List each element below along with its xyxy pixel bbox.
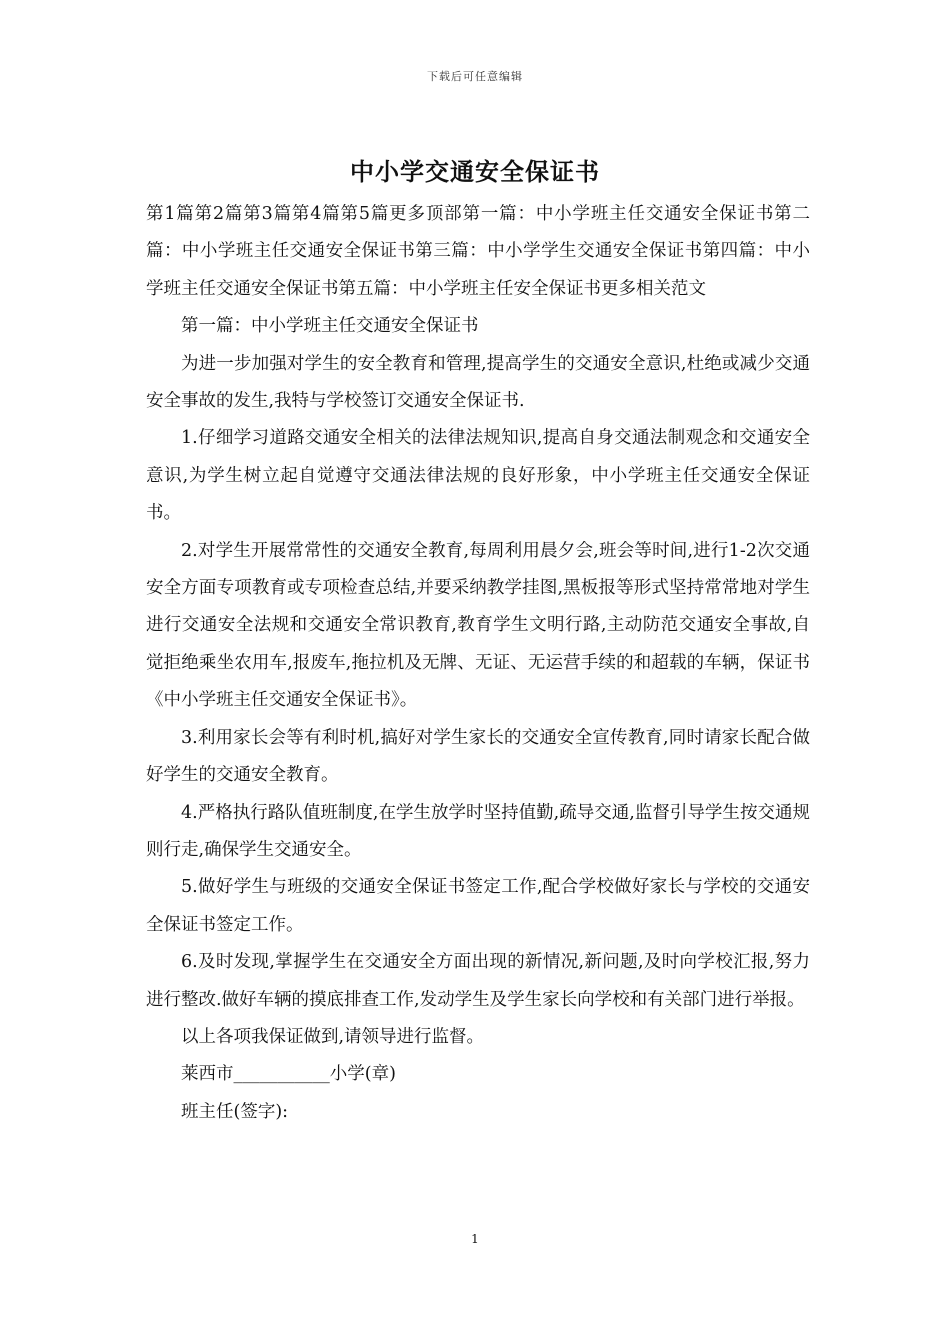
list-item: 4.严格执行路队值班制度,在学生放学时坚持值勤,疏导交通,监督引导学生按交通规则行走,确保学生交通安全。: [146, 802, 810, 860]
section-heading: 第一篇：中小学班主任交通安全保证书: [181, 316, 479, 337]
list-item: 3.利用家长会等有利时机,搞好对学生家长的交通安全宣传教育,同时请家长配合做好学生的交通安全教育。: [146, 727, 810, 786]
page-title: 中小学交通安全保证书: [350, 157, 600, 186]
header-note: 下载后可任意编辑: [427, 70, 523, 83]
document-body: [146, 196, 810, 1131]
table-of-contents: 第1篇第2篇第3篇第4篇第5篇更多顶部第一篇：中小学班主任交通安全保证书第二篇：中小学班主任交通安全保证书第三篇：中小学学生交通安全保证书第四篇：中小学班主任交通安全保证书第五篇：中小学班主任安全保证书更多相关范文: [146, 204, 810, 299]
list-item: 5.做好学生与班级的交通安全保证书签定工作,配合学校做好家长与学校的交通安全保证书签定工作。: [146, 877, 810, 935]
school-stamp-line: 莱西市___________小学(章): [181, 1064, 396, 1085]
list-item: 2.对学生开展常常性的交通安全教育,每周利用晨夕会,班会等时间,进行1-2次交通安全方面专项教育或专项检查总结,并要采纳教学挂图,黑板报等形式坚持常常地对学生进行交通安全法规和交通安全常识教育,教育学生文明行路,主动防范交通安全事故,自觉拒绝乘坐农用车,报废车,拖拉机及无牌、无证、无运营手续的和超载的车辆，保证书《中小学班主任交通安全保证书》。: [146, 540, 810, 711]
page-number: 1: [471, 1232, 479, 1246]
intro-paragraph: 为进一步加强对学生的安全教育和管理,提高学生的交通安全意识,杜绝或减少交通安全事故的发生,我特与学校签订交通安全保证书.: [146, 353, 810, 412]
list-item: 1.仔细学习道路交通安全相关的法律法规知识,提高自身交通法制观念和交通安全意识,为学生树立起自觉遵守交通法律法规的良好形象，中小学班主任交通安全保证书。: [146, 428, 810, 524]
list-item: 6.及时发现,掌握学生在交通安全方面出现的新情况,新问题,及时向学校汇报,努力进行整改.做好车辆的摸底排查工作,发动学生及学生家长向学校和有关部门进行举报。: [146, 952, 810, 1010]
signature-line: 班主任(签字):: [181, 1101, 289, 1122]
closing-statement: 以上各项我保证做到,请领导进行监督。: [181, 1026, 485, 1047]
